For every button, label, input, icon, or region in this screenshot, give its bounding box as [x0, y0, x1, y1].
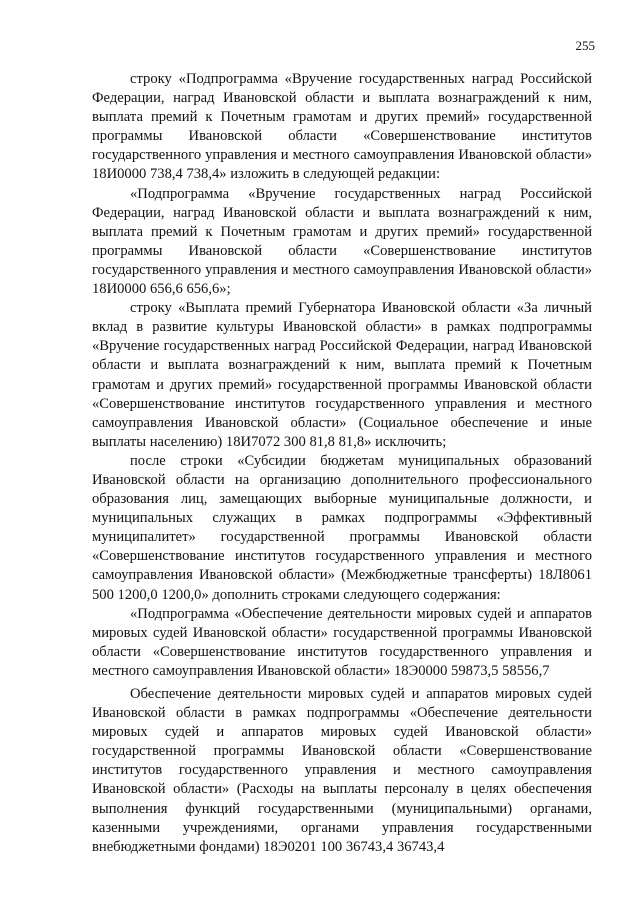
document-body — [92, 70, 592, 857]
paragraph-replace-row: строку «Подпрограмма «Вручение государственных наград Российской Федерации, наград Ивановской области и выплата вознаграждений к ним, выплата премий к Почетным грамотам и других премий» государственной программы Ивановской области «Совершенствование институтов государственного управления и местного самоуправления Ивановской области» 18И0000 738,4 738,4» изложить в следующей редакции: — [92, 71, 592, 183]
paragraph-new-edition: «Подпрограмма «Вручение государственных наград Российской Федерации, наград Ивановской области и выплата вознаграждений к ним, выплата премий к Почетным грамотам и других премий» государственной программы Ивановской области «Совершенствование институтов государственного управления и местного самоуправления Ивановской области» 18И0000 656,6 656,6»; — [92, 185, 592, 298]
page-number: 255 — [575, 38, 595, 53]
paragraph-exclude-row: строку «Выплата премий Губернатора Ивановской области «За личный вклад в развитие культуры Ивановской области» в рамках подпрограммы «Вручение государственных наград Российской Федерации, наград Ивановской области и выплата вознаграждений к ним, выплата премий к Почетным грамотам и других премий» государственной программы Ивановской области «Совершенствование институтов государственного управления и местного самоуправления Ивановской области» (Социальное обеспечение и иные выплаты населению) 18И7072 300 81,8 81,8» исключить; — [92, 300, 592, 450]
paragraph-subprogram-row: «Подпрограмма «Обеспечение деятельности мировых судей и аппаратов мировых судей Ивановской области» государственной программы Ивановской области «Совершенствование институтов государственного управления и местного самоуправления Ивановской области» 18Э0000 59873,5 58556,7 — [92, 605, 592, 679]
paragraph-expense-row: Обеспечение деятельности мировых судей и аппаратов мировых судей Ивановской области в рамках подпрограммы «Обеспечение деятельности мировых судей и аппаратов мировых судей Ивановской области» государственной программы Ивановской области «Совершенствование институтов государственного управления и местного самоуправления Ивановской области» (Расходы на выплаты персоналу в целях обеспечения выполнения функций государственными (муниципальными) органами, казенными учреждениями, органами управления государственными внебюджетными фондами) 18Э0201 100 36743,4 36743,4 — [92, 686, 592, 855]
paragraph-insert-after: после строки «Субсидии бюджетам муниципальных образований Ивановской области на организацию дополнительного профессионального образования лиц, замещающих выборные муниципальные должности, и муниципальных служащих в рамках подпрограммы «Эффективный муниципалитет» государственной программы Ивановской области «Совершенствование институтов государственного управления и местного самоуправления Ивановской области» (Межбюджетные трансферты) 18Л8061 500 1200,0 1200,0» дополнить строками следующего содержания: — [92, 452, 592, 603]
